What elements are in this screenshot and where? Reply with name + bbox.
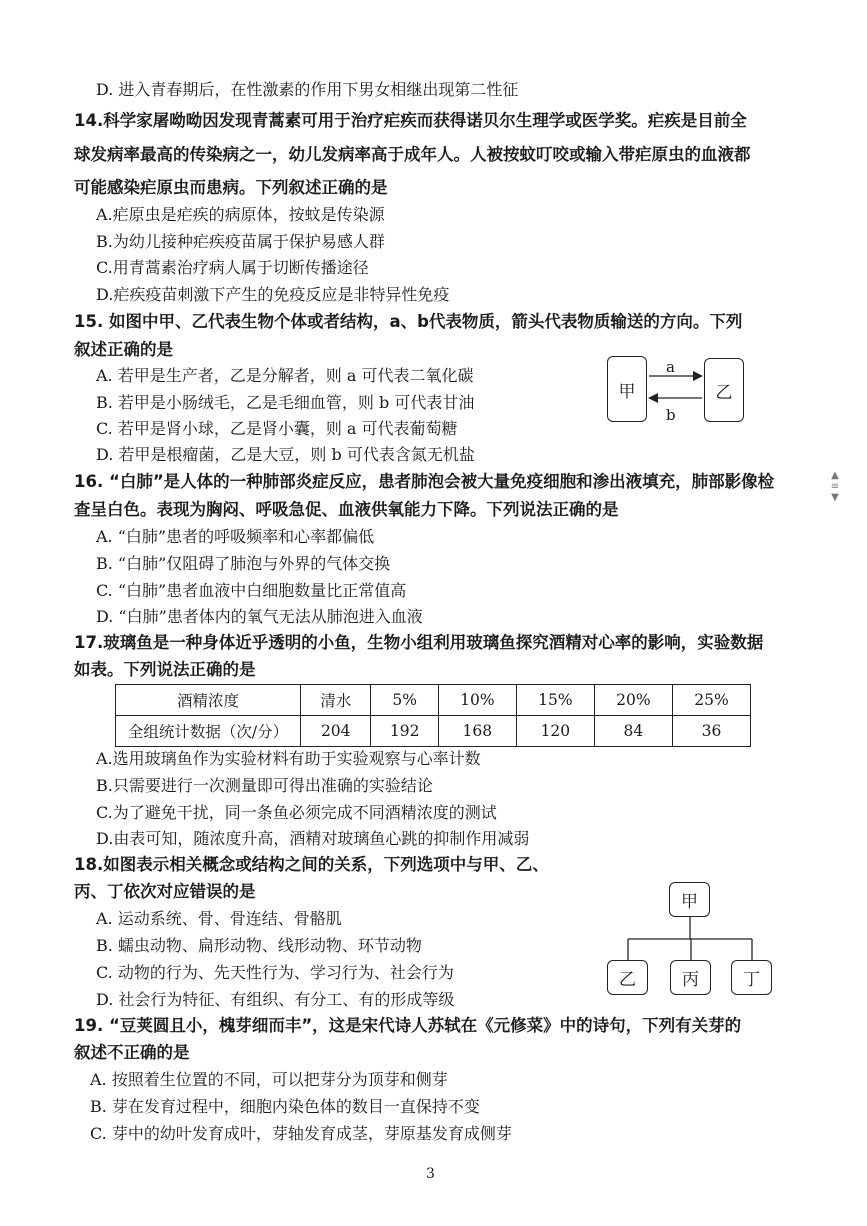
q14-stem-line1: 14.科学家屠呦呦因发现青蒿素可用于治疗疟疾而获得诺贝尔生理学或医学奖。疟疾是目前全 bbox=[74, 111, 747, 130]
arrow-label-a: a bbox=[666, 358, 675, 376]
table-cell: 清水 bbox=[301, 685, 371, 716]
scroll-indicator[interactable] bbox=[829, 470, 841, 503]
q19-option-c: C. 芽中的幼叶发育成叶，芽轴发育成茎，芽原基发育成侧芽 bbox=[90, 1124, 512, 1143]
q14-option-c: C.用青蒿素治疗病人属于切断传播途径 bbox=[96, 258, 369, 277]
q19-stem-line2: 叙述不正确的是 bbox=[74, 1043, 190, 1062]
q18-option-c: C. 动物的行为、先天性行为、学习行为、社会行为 bbox=[96, 963, 454, 982]
q14-option-d: D.疟疾疫苗刺激下产生的免疫反应是非特异性免疫 bbox=[96, 285, 450, 304]
diagram-box-jia: 甲 bbox=[607, 356, 647, 422]
q15-stem-line1: 15. 如图中甲、乙代表生物个体或者结构，a、b代表物质，箭头代表物质输送的方向。下列 bbox=[74, 312, 743, 331]
q18-stem-line2: 丙、丁依次对应错误的是 bbox=[74, 882, 256, 901]
table-cell: 10% bbox=[438, 685, 516, 716]
scroll-down-icon[interactable]: ▼ bbox=[831, 492, 839, 503]
table-cell: 204 bbox=[301, 716, 371, 747]
q18-stem-line1: 18.如图表示相关概念或结构之间的关系，下列选项中与甲、乙、 bbox=[74, 855, 549, 874]
q15-option-b: B. 若甲是小肠绒毛，乙是毛细血管，则 b 可代表甘油 bbox=[96, 393, 475, 412]
table-cell: 84 bbox=[594, 716, 672, 747]
diagram-node-ding: 丁 bbox=[731, 960, 772, 995]
table-cell: 15% bbox=[516, 685, 594, 716]
table-cell: 全组统计数据（次/分） bbox=[116, 716, 301, 747]
q16-option-d: D. “白肺”患者体内的氧气无法从肺泡进入血液 bbox=[96, 607, 423, 626]
q17-stem-line1: 17.玻璃鱼是一种身体近乎透明的小鱼，生物小组利用玻璃鱼探究酒精对心率的影响，实验数据 bbox=[74, 633, 764, 652]
table-cell: 120 bbox=[516, 716, 594, 747]
table-row bbox=[116, 716, 751, 747]
table-cell: 25% bbox=[672, 685, 750, 716]
q15-option-c: C. 若甲是肾小球，乙是肾小囊，则 a 可代表葡萄糖 bbox=[96, 419, 458, 438]
q15-stem-line2: 叙述正确的是 bbox=[74, 340, 173, 359]
page-number: 3 bbox=[426, 1166, 435, 1182]
scroll-grip-icon[interactable]: ≡ bbox=[830, 481, 840, 492]
q18-option-b: B. 蠕虫动物、扁形动物、线形动物、环节动物 bbox=[96, 936, 422, 955]
q16-option-a: A. “白肺”患者的呼吸频率和心率都偏低 bbox=[96, 527, 375, 546]
q19-option-a: A. 按照着生位置的不同，可以把芽分为顶芽和侧芽 bbox=[90, 1070, 448, 1089]
diagram-node-yi: 乙 bbox=[607, 960, 648, 995]
q16-option-c: C. “白肺”患者血液中白细胞数量比正常值高 bbox=[96, 581, 407, 600]
diagram-node-bing: 丙 bbox=[670, 960, 711, 995]
q15-option-a: A. 若甲是生产者，乙是分解者，则 a 可代表二氧化碳 bbox=[96, 366, 474, 385]
q16-option-b: B. “白肺”仅阻碍了肺泡与外界的气体交换 bbox=[96, 554, 391, 573]
table-header-row bbox=[116, 685, 751, 716]
q19-option-b: B. 芽在发育过程中，细胞内染色体的数目一直保持不变 bbox=[90, 1097, 480, 1116]
q18-option-d: D. 社会行为特征、有组织、有分工、有的形成等级 bbox=[96, 990, 455, 1009]
diagram-box-yi: 乙 bbox=[704, 358, 744, 422]
q13-option-d: D. 进入青春期后，在性激素的作用下男女相继出现第二性征 bbox=[96, 80, 519, 99]
q19-stem-line1: 19. “豆荚圆且小，槐芽细而丰”，这是宋代诗人苏轼在《元修菜》中的诗句，下列有关芽的 bbox=[74, 1016, 742, 1035]
scroll-up-icon[interactable]: ▲ bbox=[831, 470, 839, 481]
q14-stem-line3: 可能感染疟原虫而患病。下列叙述正确的是 bbox=[74, 178, 388, 197]
q14-stem-line2: 球发病率最高的传染病之一，幼儿发病率高于成年人。人被按蚊叮咬或输入带疟原虫的血液都 bbox=[74, 145, 751, 164]
q18-option-a: A. 运动系统、骨、骨连结、骨骼肌 bbox=[96, 909, 342, 928]
table-cell: 36 bbox=[672, 716, 750, 747]
q14-option-a: A.疟原虫是疟疾的病原体，按蚊是传染源 bbox=[96, 205, 385, 224]
q16-stem-line1: 16. “白肺”是人体的一种肺部炎症反应，患者肺泡会被大量免疫细胞和渗出液填充，肺部影像检 bbox=[74, 472, 775, 491]
table-cell: 168 bbox=[438, 716, 516, 747]
q17-option-d: D.由表可知，随浓度升高，酒精对玻璃鱼心跳的抑制作用减弱 bbox=[96, 829, 530, 848]
q15-option-d: D. 若甲是根瘤菌，乙是大豆，则 b 可代表含氮无机盐 bbox=[96, 445, 475, 464]
q17-option-c: C.为了避免干扰，同一条鱼必须完成不同酒精浓度的测试 bbox=[96, 803, 497, 822]
q17-data-table bbox=[115, 684, 751, 747]
q17-stem-line2: 如表。下列说法正确的是 bbox=[74, 660, 256, 679]
q18-connectors bbox=[600, 916, 780, 964]
q14-option-b: B.为幼儿接种疟疾疫苗属于保护易感人群 bbox=[96, 232, 385, 251]
table-cell: 20% bbox=[594, 685, 672, 716]
arrow-label-b: b bbox=[666, 406, 676, 424]
table-cell: 酒精浓度 bbox=[116, 685, 301, 716]
table-cell: 192 bbox=[371, 716, 438, 747]
table-cell: 5% bbox=[371, 685, 438, 716]
q16-stem-line2: 查呈白色。表现为胸闷、呼吸急促、血液供氧能力下降。下列说法正确的是 bbox=[74, 500, 619, 519]
diagram-node-jia: 甲 bbox=[669, 882, 710, 917]
q17-option-b: B.只需要进行一次测量即可得出准确的实验结论 bbox=[96, 776, 433, 795]
q17-option-a: A.选用玻璃鱼作为实验材料有助于实验观察与心率计数 bbox=[96, 749, 481, 768]
